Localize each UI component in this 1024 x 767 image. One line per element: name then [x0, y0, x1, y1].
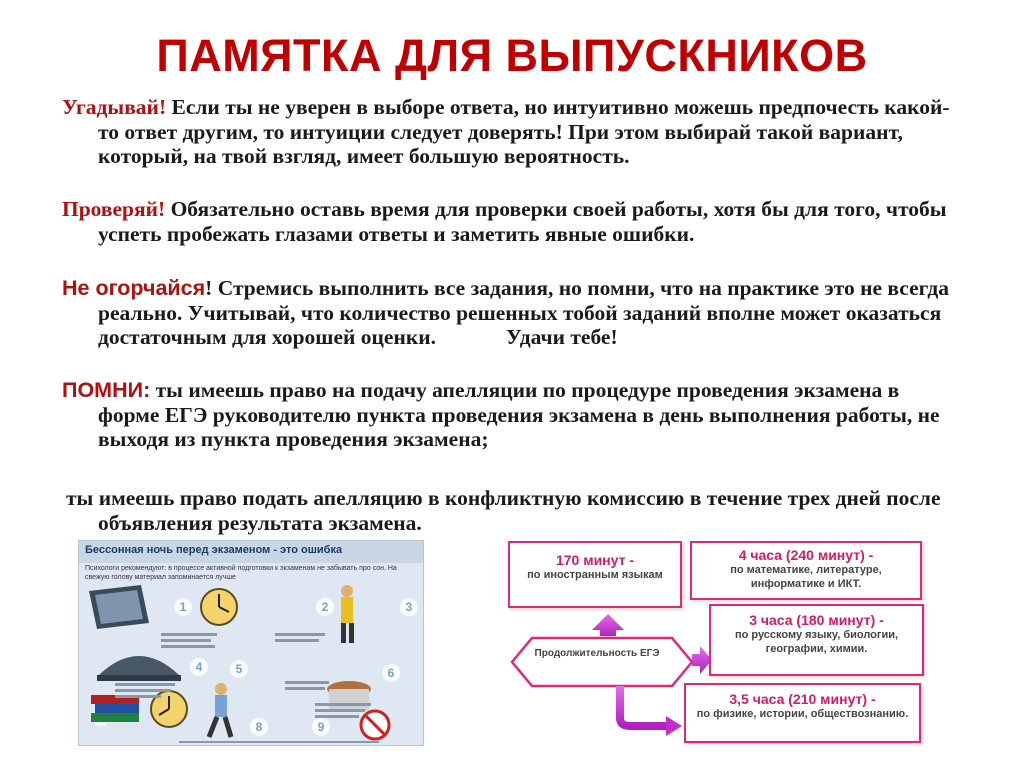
tip-dont-worry-lead: Не огорчайся	[62, 276, 206, 300]
cup-icon	[327, 681, 371, 711]
person-icon	[341, 585, 354, 643]
step-number-5: 5	[235, 662, 243, 676]
tip-remember-text: ты имеешь право на подачу апелляции по процедуре проведения экзамена в форме ЕГЭ руководителю пункта проведения экзамена в день выполнения работы, не выходя из пункта проведения экзамена;	[98, 378, 940, 451]
center-hexagon	[512, 638, 692, 686]
duration-240: 4 часа (240 минут) -	[738, 547, 874, 563]
tip-guess	[62, 95, 952, 169]
subjects-180: по русскому языку, биологии, географии, химии.	[734, 629, 899, 655]
tip-remember	[62, 378, 952, 452]
prohibited-icon	[361, 711, 389, 739]
step-number-2: 2	[321, 600, 329, 614]
tip-dont-worry-text: Стремись выполнить все задания, но помни, что на практике это не всегда реально. Учитывай, что количество решенных тобой заданий вполне может оказаться достаточным для хорошей оценки.	[98, 276, 949, 349]
step-number-8: 8	[255, 720, 263, 734]
clock-icon	[201, 589, 237, 625]
infographic-illustration	[79, 577, 424, 746]
tip-check	[62, 197, 952, 246]
runner-icon	[209, 683, 231, 737]
arrow-up-icon	[592, 614, 624, 636]
tip-remember-colon: :	[143, 378, 151, 402]
duration-box-180	[709, 604, 924, 676]
infographic-heading: Бессонная ночь перед экзаменом - это ошибка	[79, 541, 423, 563]
duration-box-240	[690, 541, 922, 600]
tip-remember-lead: ПОМНИ	[62, 378, 144, 402]
good-luck-text: Удачи тебе!	[506, 325, 618, 349]
duration-box-170	[508, 541, 682, 608]
arrow-bent-icon	[620, 686, 682, 736]
books-icon	[91, 695, 139, 722]
duration-170: 170 минут -	[555, 552, 635, 568]
tip-dont-worry-excl: !	[205, 276, 213, 300]
subjects-170: по иностранным языкам	[527, 569, 663, 581]
step-number-3: 3	[405, 600, 413, 614]
tip-dont-worry	[62, 276, 952, 350]
duration-180: 3 часа (180 минут) -	[749, 612, 884, 628]
tip-appeal-text: ты имеешь право подать апелляцию в конфликтную комиссию в течение трех дней после объявления результата экзамена.	[66, 486, 941, 535]
duration-210: 3,5 часа (210 минут) -	[729, 691, 876, 707]
duration-box-210	[684, 683, 921, 743]
step-number-9: 9	[317, 720, 325, 734]
step-number-4: 4	[195, 660, 203, 674]
tip-check-lead: Проверяй!	[62, 197, 166, 221]
step-number-6: 6	[387, 666, 395, 680]
center-label: Продолжительность ЕГЭ	[534, 648, 660, 659]
tip-check-text: Обязательно оставь время для проверки своей работы, хотя бы для того, чтобы успеть пробежать глазами ответы и заметить явные ошибки.	[98, 197, 947, 246]
calculator-icon	[89, 585, 149, 629]
infographic-subtext: Психологи рекомендуют: в процессе активной подготовки к экзаменам не забывать про сон. На свежую голову материал запоминается лучше	[85, 565, 397, 581]
step-number-1: 1	[179, 600, 187, 614]
page-title: ПАМЯТКА ДЛЯ ВЫПУСКНИКОВ	[156, 30, 868, 81]
subjects-210: по физике, истории, обществознанию.	[696, 708, 909, 720]
tip-guess-lead: Угадывай!	[62, 95, 167, 119]
lamp-icon	[97, 656, 181, 681]
tip-guess-text: Если ты не уверен в выборе ответа, но интуитивно можешь предпочесть какой-то ответ другим, то интуиции следует доверять! При этом выбирай такой вариант, который, на твой взгляд, имеет большую вероятность.	[98, 95, 950, 168]
subjects-240: по математике, литературе, информатике и ИКТ.	[730, 564, 882, 590]
sleep-infographic	[78, 540, 424, 746]
tip-appeal	[66, 486, 956, 535]
